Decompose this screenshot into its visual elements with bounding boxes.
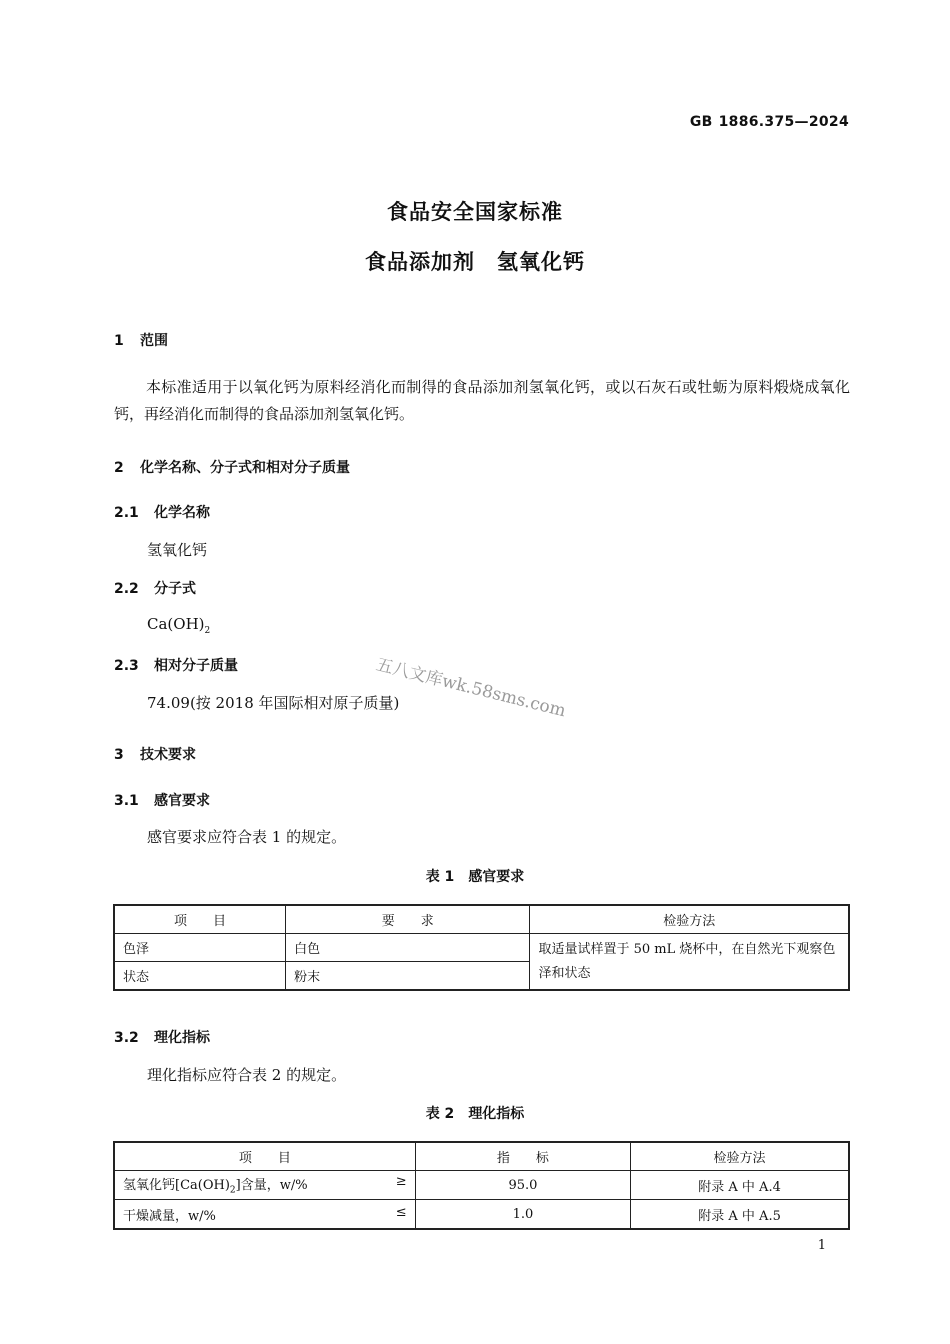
column-header: 指 标 bbox=[415, 1142, 630, 1171]
section-title: 理化指标 bbox=[154, 1030, 210, 1046]
standard-code: 1886.375—2024 bbox=[718, 114, 849, 130]
section-3-1-heading bbox=[114, 790, 210, 810]
table-1 bbox=[113, 904, 850, 991]
section-3-2-text: 理化指标应符合表 2 的规定。 bbox=[147, 1066, 347, 1084]
section-title: 感官要求 bbox=[154, 793, 210, 809]
molecular-mass: 74.09(按 2018 年国际相对原子质量) bbox=[147, 694, 400, 712]
section-3-1-text: 感官要求应符合表 1 的规定。 bbox=[147, 828, 347, 846]
section-number: 3.1 bbox=[114, 793, 139, 809]
item-cell: 状态 bbox=[114, 962, 286, 991]
value-cell: 1.0 bbox=[415, 1200, 630, 1230]
table-2 bbox=[113, 1141, 850, 1230]
section-number: 2 bbox=[114, 460, 124, 476]
section-2-heading bbox=[114, 457, 350, 477]
section-title: 化学名称 bbox=[154, 505, 210, 521]
table-title: 理化指标 bbox=[468, 1106, 525, 1122]
section-number: 2.3 bbox=[114, 658, 139, 674]
section-2-3-heading bbox=[114, 655, 238, 675]
section-number: 2.2 bbox=[114, 581, 139, 597]
table-header-row bbox=[114, 1142, 849, 1171]
item-text-suffix: ]含量，w/% bbox=[235, 1178, 308, 1194]
table-row bbox=[114, 1171, 849, 1200]
section-title: 分子式 bbox=[154, 581, 196, 597]
method-cell: 附录 A 中 A.5 bbox=[631, 1200, 849, 1230]
column-header: 检验方法 bbox=[530, 905, 849, 934]
molecular-formula bbox=[147, 615, 210, 636]
section-number: 3 bbox=[114, 747, 124, 763]
table-number: 表 2 bbox=[425, 1106, 455, 1122]
chemical-name: 氢氧化钙 bbox=[147, 541, 208, 559]
section-3-heading bbox=[114, 744, 196, 764]
item-cell bbox=[114, 1200, 415, 1230]
column-header: 项 目 bbox=[114, 905, 286, 934]
value-cell: 95.0 bbox=[415, 1171, 630, 1200]
item-subscript: 2 bbox=[229, 1185, 236, 1196]
section-1-heading bbox=[114, 330, 168, 350]
section-number: 2.1 bbox=[114, 505, 139, 521]
table-1-caption bbox=[0, 866, 950, 886]
comparison-symbol: ≤ bbox=[395, 1204, 407, 1220]
requirement-cell: 粉末 bbox=[286, 962, 530, 991]
requirement-cell: 白色 bbox=[286, 934, 530, 962]
table-row bbox=[114, 934, 849, 962]
table-header-row bbox=[114, 905, 849, 934]
item-cell: 色泽 bbox=[114, 934, 286, 962]
method-cell: 取适量试样置于 50 mL 烧杯中，在自然光下观察色泽和状态 bbox=[530, 934, 849, 991]
page-number: 1 bbox=[817, 1238, 826, 1253]
section-title: 范围 bbox=[140, 333, 168, 349]
table-title: 感官要求 bbox=[468, 869, 525, 885]
formula-main: Ca(OH) bbox=[147, 615, 205, 633]
section-2-2-heading bbox=[114, 578, 196, 598]
item-cell bbox=[114, 1171, 415, 1200]
document-title: 食品安全国家标准 bbox=[387, 200, 563, 224]
section-number: 1 bbox=[114, 333, 124, 349]
formula-subscript: 2 bbox=[204, 626, 211, 636]
document-subtitle: 食品添加剂 氢氧化钙 bbox=[365, 250, 585, 274]
column-header: 项 目 bbox=[114, 1142, 415, 1171]
section-1-paragraph: 本标准适用于以氧化钙为原料经消化而制得的食品添加剂氢氧化钙，或以石灰石或牡蛎为原料煅烧成氧化钙，再经消化而制得的食品添加剂氢氧化钙。 bbox=[114, 378, 850, 423]
column-header: 检验方法 bbox=[631, 1142, 849, 1171]
watermark: 五八文库wk.58sms.com bbox=[373, 654, 568, 722]
item-text: 氢氧化钙[Ca(OH) bbox=[123, 1178, 230, 1194]
table-row bbox=[114, 1200, 849, 1230]
standard-prefix: GB bbox=[689, 114, 713, 130]
comparison-symbol: ≥ bbox=[395, 1174, 407, 1190]
column-header: 要 求 bbox=[286, 905, 530, 934]
section-number: 3.2 bbox=[114, 1030, 139, 1046]
section-2-1-heading bbox=[114, 502, 210, 522]
table-2-caption bbox=[0, 1103, 950, 1123]
method-cell: 附录 A 中 A.4 bbox=[631, 1171, 849, 1200]
section-title: 化学名称、分子式和相对分子质量 bbox=[140, 460, 350, 476]
section-3-2-heading bbox=[114, 1027, 210, 1047]
section-title: 相对分子质量 bbox=[154, 658, 238, 674]
section-title: 技术要求 bbox=[140, 747, 196, 763]
table-number: 表 1 bbox=[425, 869, 455, 885]
standard-number bbox=[690, 114, 849, 130]
item-text: 干燥减量，w/% bbox=[123, 1208, 216, 1224]
